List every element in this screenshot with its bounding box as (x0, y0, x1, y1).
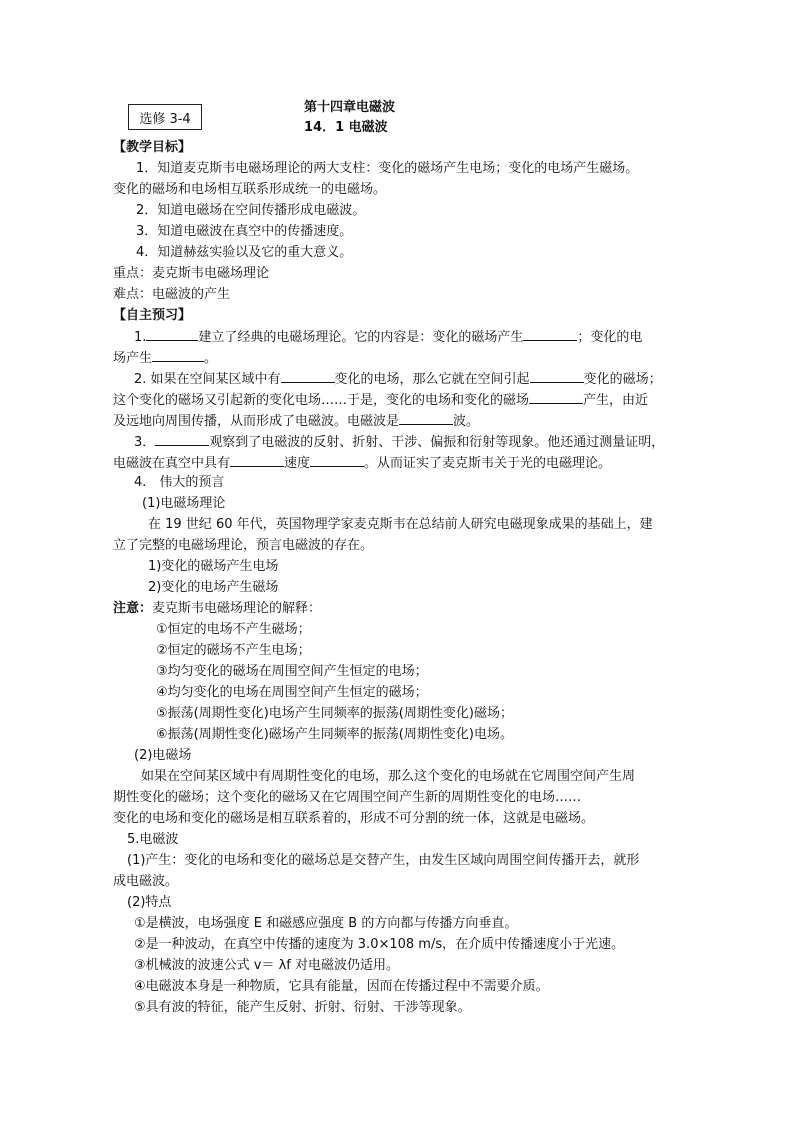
course-label: 选修 3-4 (139, 111, 191, 127)
question-3-line1 (134, 431, 664, 453)
answer-blank[interactable] (152, 347, 204, 362)
field-text-1: 如果在空间某区域中有周期性变化的电场，那么这个变化的电场就在它周围空间产生周 (141, 769, 636, 784)
field-text-2: 期性变化的磁场；这个变化的磁场又在它周围空间产生新的周期性变化的电场…… (113, 790, 582, 805)
section-title: 14．1 电磁波 (304, 120, 388, 135)
q2-text-4: 这个变化的磁场又引起新的变化电场……于是，变化的电场和变化的磁场 (113, 393, 530, 408)
answer-blank[interactable] (399, 410, 453, 425)
question-2-line3 (113, 410, 479, 432)
q2-text-2: 变化的电场，那么它就在空间引起 (334, 372, 530, 387)
answer-blank[interactable] (230, 452, 284, 467)
q3-number: 3． (134, 435, 156, 450)
answer-blank[interactable] (523, 326, 577, 341)
question-1-line2 (113, 347, 217, 369)
question-2-line2 (113, 389, 648, 411)
feature-5: ⑤具有波的特征，能产生反射、折射、衍射、干涉等现象。 (134, 1000, 471, 1015)
note-item-2: ②恒定的磁场不产生电场； (156, 643, 311, 658)
q2-text-7: 波。 (453, 414, 480, 429)
q2-text-6: 及远地向周围传播，从而形成了电磁波。电磁波是 (113, 414, 400, 429)
difficulty: 难点：电磁波的产生 (113, 287, 231, 302)
goal-1b: 变化的磁场和电场相互联系形成统一的电磁场。 (113, 182, 387, 197)
q3-text: 观察到了电磁波的反射、折射、干涉、偏振和衍射等现象。他还通过测量证明， (209, 435, 665, 450)
q2-text-5: 产生，由近 (583, 393, 649, 408)
question-4: 4. 伟大的预言 (134, 475, 225, 490)
q1-text-3: 场产生 (113, 351, 153, 366)
note-item-5: ⑤振荡(周期性变化)电场产生同频率的振荡(周期性变化)磁场； (156, 706, 513, 721)
q3-text-2: 电磁波在真空中具有 (113, 456, 231, 471)
goal-3: 3．知道电磁波在真空中的传播速度。 (136, 224, 353, 239)
answer-blank[interactable] (530, 368, 584, 383)
course-label-box (128, 104, 202, 130)
theory-item-1: 1)变化的磁场产生电场 (148, 559, 279, 574)
answer-blank[interactable] (310, 452, 364, 467)
question-1-line1 (134, 326, 642, 348)
wave-generation-1: (1)产生：变化的电场和变化的磁场总是交替产生，由发生区域向周围空间传播开去，就形 (127, 853, 640, 868)
feature-2: ②是一种波动，在真空中传播的速度为 3.0×108 m/s，在介质中传播速度小于光速。 (134, 937, 625, 952)
features-heading: (2)特点 (127, 895, 172, 910)
answer-blank[interactable] (281, 368, 335, 383)
question-2-line1 (134, 368, 662, 390)
answer-blank[interactable] (146, 326, 198, 341)
goal-1a: 1．知道麦克斯韦电磁场理论的两大支柱：变化的磁场产生电场；变化的电场产生磁场。 (136, 161, 639, 176)
q1-text-4: 。 (204, 351, 218, 366)
theory-item-2: 2)变化的电场产生磁场 (148, 580, 279, 595)
chapter-heading (304, 98, 395, 138)
q3-text-4: 。从而证实了麦克斯韦关于光的电磁理论。 (364, 456, 612, 471)
goal-4: 4．知道赫兹实验以及它的重大意义。 (136, 245, 353, 260)
note-item-1: ①恒定的电场不产生磁场； (156, 622, 311, 637)
q1-text: 建立了经典的电磁场理论。它的内容是：变化的磁场产生 (198, 330, 524, 345)
preview-heading: 【自主预习】 (113, 308, 192, 323)
note-item-6: ⑥振荡(周期性变化)磁场产生同频率的振荡(周期性变化)电场。 (156, 727, 513, 742)
note-text: 麦克斯韦电磁场理论的解释： (152, 601, 322, 616)
question-3-line2 (113, 452, 611, 474)
q2-text-3: 变化的磁场； (583, 372, 662, 387)
wave-generation-2: 成电磁波。 (113, 874, 179, 889)
goal-2: 2．知道电磁场在空间传播形成电磁波。 (136, 203, 366, 218)
theory-text-2: 立了完整的电磁场理论，预言电磁波的存在。 (113, 538, 374, 553)
field-text-3: 变化的电场和变化的磁场是相互联系着的，形成不可分割的统一体，这就是电磁场。 (113, 811, 595, 826)
chapter-title: 第十四章电磁波 (304, 100, 396, 115)
feature-4: ④电磁波本身是一种物质，它具有能量，因而在传播过程中不需要介质。 (134, 979, 549, 994)
question-5: 5.电磁波 (127, 832, 179, 847)
theory-text-1: 在 19 世纪 60 年代，英国物理学家麦克斯韦在总结前人研究电磁现象成果的基础上，建 (148, 517, 653, 532)
note-item-4: ④均匀变化的电场在周围空间产生恒定的磁场； (156, 685, 428, 700)
answer-blank[interactable] (529, 389, 583, 404)
note-label: 注意： (113, 601, 153, 616)
answer-blank[interactable] (155, 431, 209, 446)
q1-text-2: ；变化的电 (577, 330, 643, 345)
theory-heading: (1)电磁场理论 (142, 496, 226, 511)
note-item-3: ③均匀变化的磁场在周围空间产生恒定的电场； (156, 664, 428, 679)
note-line (113, 599, 321, 619)
key-point: 重点：麦克斯韦电磁场理论 (113, 266, 270, 281)
goals-heading: 【教学目标】 (113, 140, 192, 155)
q2-text-1: 2. 如果在空间某区域中有 (134, 372, 281, 387)
feature-1: ①是横波，电场强度 E 和磁感应强度 B 的方向都与传播方向垂直。 (134, 916, 518, 931)
q1-number: 1. (134, 330, 147, 345)
q3-text-3: 速度 (284, 456, 311, 471)
field-heading: (2)电磁场 (134, 748, 192, 763)
feature-3: ③机械波的波速公式 v＝ λf 对电磁波仍适用。 (134, 958, 400, 973)
